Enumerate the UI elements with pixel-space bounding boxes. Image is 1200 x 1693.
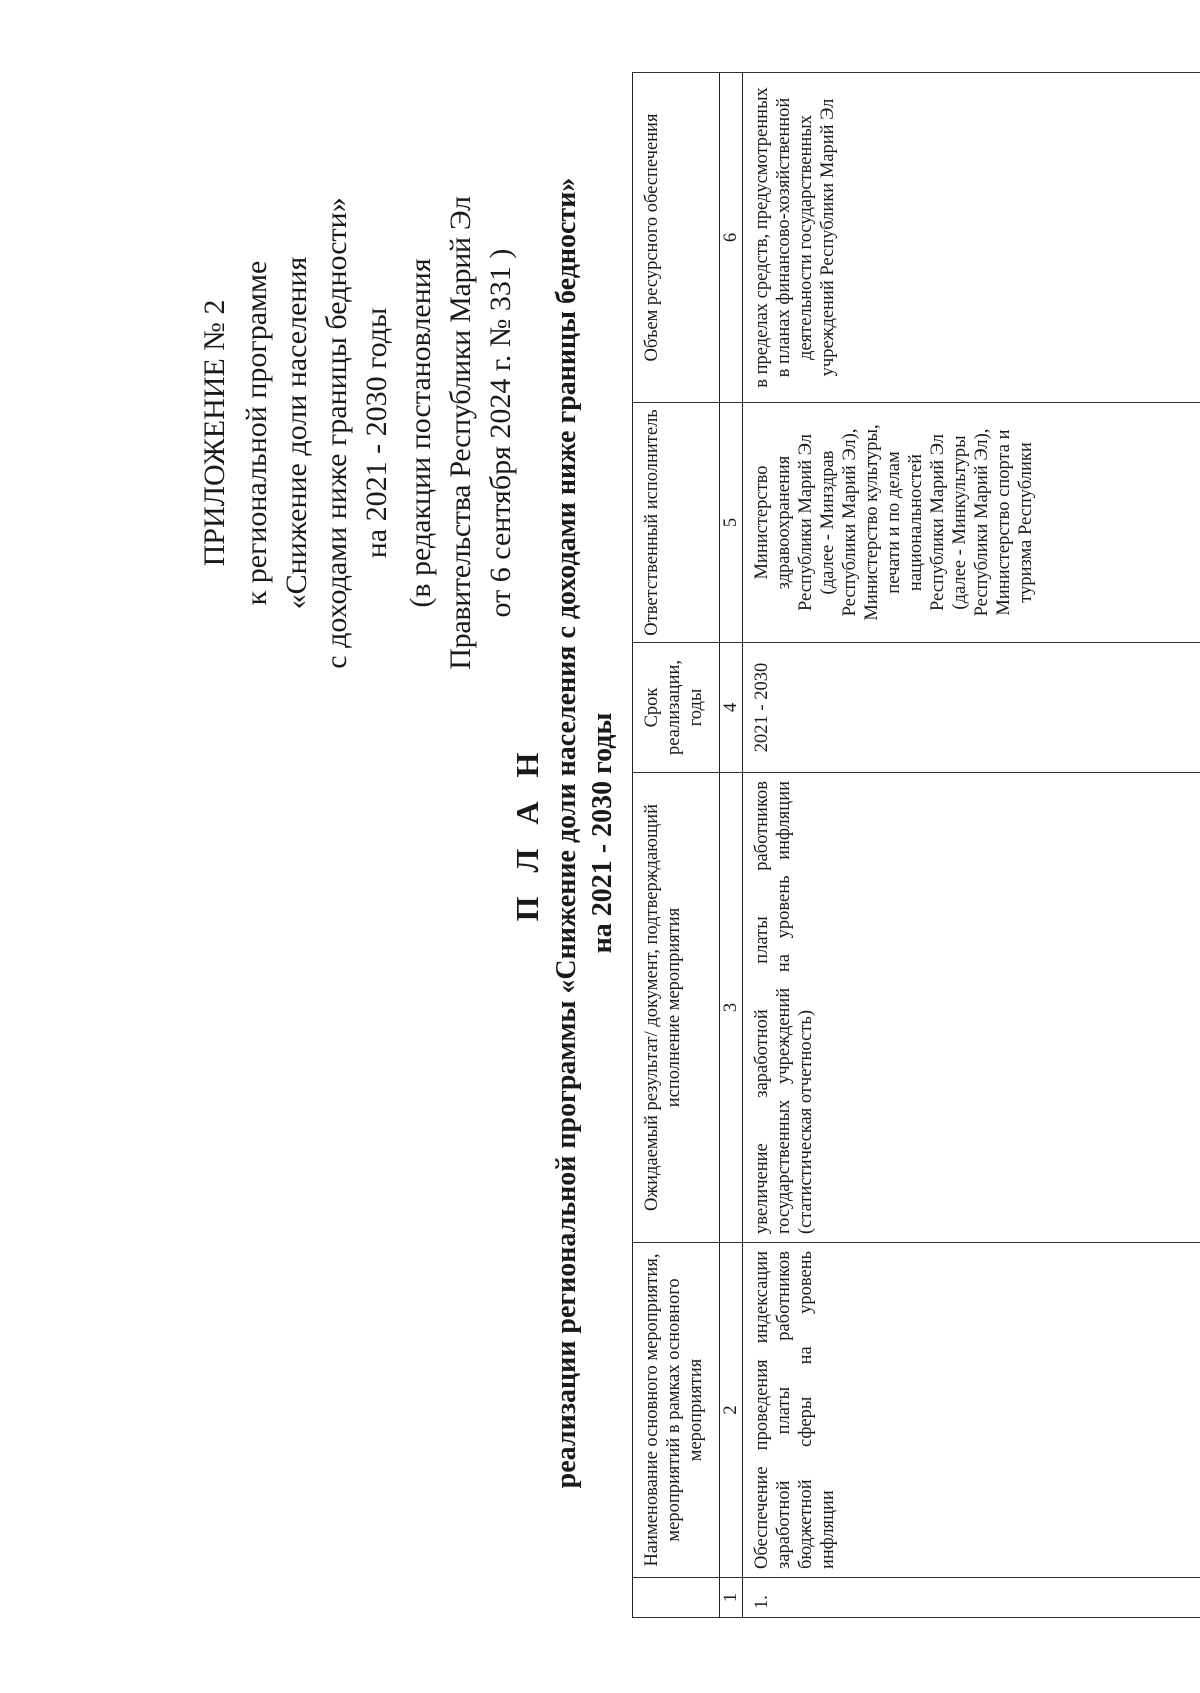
title-heading: П Л А Н: [509, 744, 545, 922]
column-header: Объем ресурсного обеспечения: [633, 73, 720, 403]
activity-name: Обеспечение проведения индексации заработной платы работников бюджетной сферы на уровень инфляции: [743, 1243, 1038, 1578]
implementation-period: 2021 - 2030: [743, 643, 1038, 773]
title-line: реализации региональной программы «Снижение доли населения с доходами ниже границы бедности»: [551, 177, 582, 1489]
column-number: 5: [720, 403, 743, 643]
responsible-executor: Министерство здравоохранения Республики Марий Эл (далее - Минздрав Республики Марий Эл), Министерство культуры, печати и по делам национальностей Республики Марий Эл (далее - Минкультуры Республики Марий Эл), Министерство спорта и туризма Республики: [743, 403, 1038, 643]
document-title: [505, 153, 621, 1513]
column-header: Срок реализации, годы: [633, 643, 720, 773]
column-number: 2: [720, 1243, 743, 1578]
column-header: Наименование основного мероприятия, мероприятий в рамках основного мероприятия: [633, 1243, 720, 1578]
column-number: 6: [720, 73, 743, 403]
appendix-date-line: от 6 сентября 2024 г. № 331 ): [484, 248, 517, 618]
column-number: 3: [720, 773, 743, 1243]
column-number: 1: [720, 1578, 743, 1618]
appendix-ref-line: к региональной программе: [240, 260, 273, 606]
appendix-ref-line: (в редакции постановления: [404, 258, 437, 608]
column-header: Ответственный исполнитель: [633, 403, 720, 643]
appendix-ref-line: Правительства Республики Марий Эл: [444, 196, 477, 670]
column-header: [633, 1578, 720, 1618]
column-header: Ожидаемый результат/ документ, подтверждающий исполнение мероприятия: [633, 773, 720, 1243]
title-line: на 2021 - 2030 годы: [587, 712, 618, 954]
appendix-ref-line: «Снижение доли населения: [280, 256, 313, 610]
table-row: [743, 73, 1038, 1618]
approval-stamp-block: [195, 153, 521, 713]
plan-table: [632, 72, 1200, 1618]
resource-volume: в пределах средств, предусмотренных в планах финансово-хозяйственной деятельности государственных учреждений Республики Марий Эл: [743, 73, 1038, 403]
appendix-number: ПРИЛОЖЕНИЕ № 2: [198, 299, 231, 567]
appendix-ref-line: на 2021 - 2030 годы: [360, 307, 393, 559]
column-number: 4: [720, 643, 743, 773]
expected-result: увеличение заработной платы работников государственных учреждений на уровень инфляции (статистическая отчетность): [743, 773, 1038, 1243]
appendix-ref-line: с доходами ниже границы бедности»: [320, 197, 353, 669]
row-number: 1.: [743, 1578, 1038, 1618]
